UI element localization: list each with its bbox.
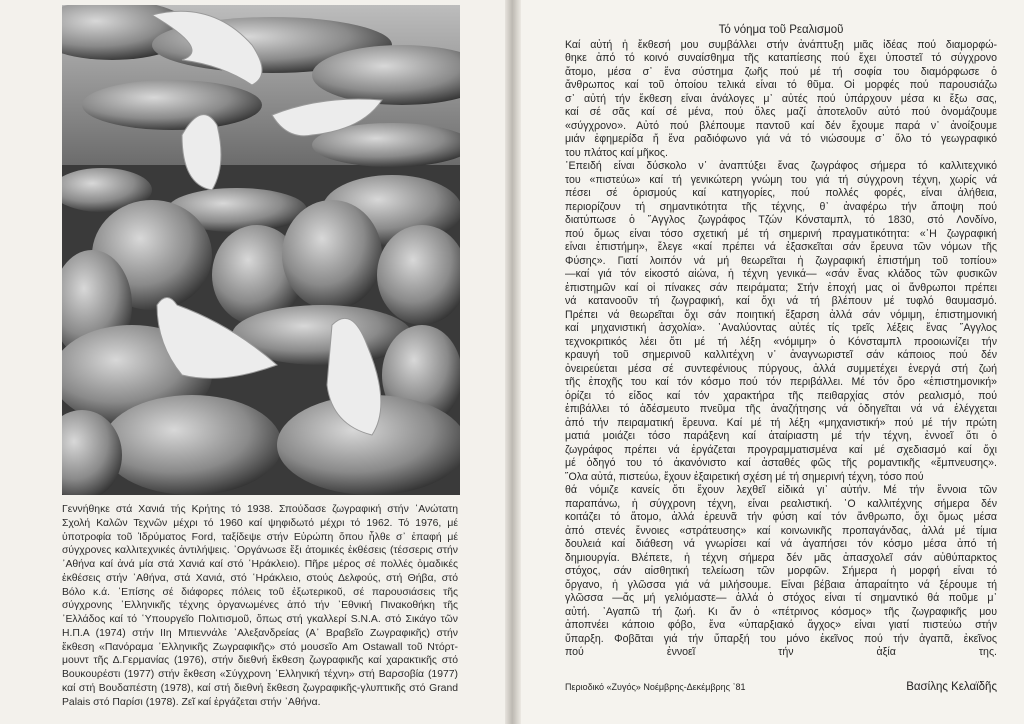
caption-line: Γεννήθηκε στά Χανιά τής Κρήτης τό 1938. Σπούδασε ζωγραφική στήν ᾿Ανώτατη <box>62 504 458 515</box>
article-line: ὄργανο, ἡ γλῶσσα γιά νά μιλήσουμε. Εἶναι βέβαια ἀπαραίτητο νά ξέρουμε τή <box>565 578 997 591</box>
left-page <box>0 0 508 724</box>
caption-line: Η.Π.Α (1974) στήν IIη Μπιεννάλε ᾿Αλεξανδρείας (Α᾿ Βραβεῖο Ζωγραφικῆς) στήν <box>62 627 458 639</box>
caption-line: ᾿Ελλάδος καί τό ῾Υπουργεῖο Πολιτισμοῦ, ὅπως στή γκαλλερί S.N.A. στό Σικάγο τῶν <box>62 614 458 625</box>
article-line: Πρέπει νά θεωρεῖται ὄχι σάν ποιητική ἔξαρση ἀλλά σάν νόμιμη, ἐπιστημονική <box>565 308 997 321</box>
article-line: καί σέ σᾶς καί σέ μένα, πού ὅλες μαζί ἀποτελοῦν αὐτό πού ὀνομάζουμε <box>565 106 997 118</box>
article-line: τεχνοκριτικός λέει ὅτι μέ τή λέξη «νόμιμη» ὁ Κόνσταμπλ προοιωνίζει τήν <box>565 335 997 348</box>
caption-line: σύγχρονης ᾿Ελληνικῆς τέχνης ὀργανωμένες ἀπό τήν ᾿Εθνική Πινακοθήκη τῆς <box>62 600 458 612</box>
source-citation: Περιοδικό «Ζυγός» Νοέμβρης-Δεκέμβρης ᾿81 <box>565 682 746 692</box>
article-line: ᾿Επειδή εἶναι δύσκολο ν᾿ ἀναπτύξει ἕνας ζωγράφος σήμερα τό καλλιτεχνικό <box>565 160 997 172</box>
article-line: κοιτάζει τό ἄτομο, ἀλλά ἐρευνᾶ τήν φύση καί τόν ἄνθρωπο, ὄχι ὅμως μέσα <box>565 511 997 523</box>
caption-line: ἐκθέσεις στήν ᾿Αθήνα, στά Χανιά, στό ῾Ηράκλειο, στούς Δελφούς, στή Θήβα, στό <box>62 572 458 584</box>
article-line: δημιουργία. Βλέπετε, ἡ τέχνη σήμερα δέν μᾶς ἀπασχολεῖ σάν αὐθύπαρκτος <box>565 551 997 564</box>
caption-line: Palais στό Παρίσι (1978). Ζεῖ καί ἐργάζεται στήν ᾿Αθήνα. <box>62 696 321 708</box>
article-title: Τό νόημα τοῦ Ρεαλισμοῦ <box>718 24 844 36</box>
artist-biography <box>62 503 458 709</box>
caption-line: καί στή Βουδαπέστη (1978), καί στή διεθνή ἔκθεση ζωγραφικῆς-γλυπτικῆς στό Grand <box>62 682 458 694</box>
caption-line: Βουκουρέστι (1977) στήν ἔκθεση «Σύγχρονη ᾿Ελληνική τέχνη» στή Βαρσοβία (1977) <box>62 669 458 680</box>
article-line: κραυγή τοῦ σημερινοῦ καλλιτέχνη ν᾿ ἀναγνωριστεῖ σάν κάποιος πού δέν <box>565 349 997 361</box>
article-line: γλῶσσα —ἄς μή γελιόμαστε— ἀλλά ὁ στόχος εἶναι τί σημαντικό θά ποῦμε μ᾿ <box>565 592 997 604</box>
article-line: εἶναι ἐπιστήμη», ἔλεγε «καί πρέπει νά ἐξασκεῖται σάν ἔρευνα τῶν νόμων τῆς <box>565 241 997 253</box>
article-line: διατύπωσε ὁ ῎Αγγλος ζωγράφος Τζών Κόνσταμπλ, τό 1830, στό Λονδίνο, <box>565 214 997 226</box>
article-line: τῆς ἐποχῆς του καί τόν κόσμο πού τόν περιβάλλει. Μέ τόν ὅρο «ἐπιστημονική» <box>565 376 997 388</box>
caption-line: Σχολή Καλῶν Τεχνῶν μέχρι τό 1960 καί ψηφιδωτό μέχρι τό 1962. Τό 1976, μέ <box>62 517 458 529</box>
article-line: ῞Ολα αὐτά, πιστεύω, ἔχουν ἐξαιρετική σχέση μέ τή σημερινή τέχνη, τόσο πού <box>565 470 924 483</box>
article-line: ἐπιβάλλει τό ἀδέσμευτο πνεῦμα τῆς ἀναζήτησης νά ὁδηγεῖται νά νά ἐλέγχεται <box>565 403 997 415</box>
article-line: νά κατανοοῦν τή ζωγραφική, καί ὄχι νά τή βλέπουν μέ τυφλό θαυμασμό. <box>565 295 997 307</box>
caption-line: Βόλο κ.ά. ᾿Επίσης σέ διάφορες πόλεις τοῦ ἐξωτερικοῦ, σέ παρουσιάσεις τῆς <box>62 586 458 598</box>
article-line: ἀπό στενές ἔννοιες «στράτευσης» καί κοινωνικῆς προπαγάνδας, ἀλλά μέ τίμια <box>565 524 997 537</box>
article-line: ὁρίζει τό εἶδος καί τόν χαρακτήρα τῆς πειθαρχίας στόν ρεαλισμό, πού <box>565 389 997 402</box>
article-line: Καί αὐτή ἡ ἔκθεσή μου συμβάλλει στήν ἀνάπτυξη μιᾶς ἰδέας πού διαμορφώ- <box>565 38 997 51</box>
caption-line: ὑποτροφία τοῦ Ἱδρύματος Ford, ταξίδεψε στήν Εὐρώπη ὅπου ἦλθε σ᾿ ἐπαφή μέ <box>62 531 458 543</box>
article-line: ἐπιστημῶν καί οἱ πίνακες σάν πειράματα; Στήν ἐποχή μας οἱ ἄνθρωποι πρέπει <box>565 281 997 294</box>
article-line: ἀπό τήν πειραματική ἔρευνα. Καί μέ τή λέξη «μηχανιστική» πού μέ τήν πρώτη <box>565 416 997 429</box>
article-line: Φύσης». Γιατί λοιπόν νά μή θεωρεῖται ἡ ζωγραφική ἐπιστήμη τοῦ τοπίου» <box>565 254 997 267</box>
article-line: του πλάτος καί μῆκος. <box>565 146 668 159</box>
article-line: ἀποπνέει κάποιο φόβο, ἕνα «ὑπαρξιακό ἄγχος» εἶναι γιατί πιστεύω στήν <box>565 619 997 631</box>
article-line: ἄνθρωπος καί τοῦ ὁποίου τελικά εἶναι τό θῦμα. Οἱ μορφές πού παρουσιάζω <box>565 79 997 91</box>
article-line: ζωγράφος πρέπει νά ἐργάζεται προγραμματισμένα καί μέ σχεδιασμό καί ὄχι <box>565 443 997 456</box>
caption-line: σύγχρονες καλλιτεχνικές ἀντιλήψεις. ᾿Οργάνωσε ἕξι ἀτομικές ἐκθέσεις (τέσσερις στήν <box>62 545 458 557</box>
article-footer <box>565 681 997 693</box>
caption-line: ᾿Αθήνα καί ἀνά μία στά Χανιά καί στό ῾Ηράκλειο). Πῆρε μέρος σέ πολλές ὁμαδικές <box>62 559 458 570</box>
article-line: ματιά μοιάζει τόσο παράξενη καί ἀταίριαστη μέ τήν τέχνη, ἐννοεῖ ὅτι ὁ <box>565 430 997 442</box>
article-line: ὀνειρεύεται μέσα σέ συντεφένιους πύργους, ἀλλά συμμετέχει ἐνεργά στή ζωή <box>565 362 997 375</box>
author-name: Βασίλης Κελαϊδῆς <box>906 681 997 693</box>
caption-line: μουντ τῆς Δ.Γερμανίας (1976), στήν διεθνή ἔκθεση ζωγραφικῆς καί χαρακτικῆς στό <box>62 655 458 667</box>
article-line: δουλειά καί διάθεση νά γνωρίσει καί νά ἀγαπήσει τόν κόσμο μέσα ἀπό τή <box>565 538 997 550</box>
article <box>565 24 997 660</box>
article-line: περιορίζουν τή σημαντικότητα τῆς τέχνης, θ᾿ ἀναφέρω τήν ἄποψη πού <box>565 200 997 213</box>
painting-doves-on-stones <box>62 5 460 495</box>
article-line: «σύγχρονο». Αὐτό πού βλέπουμε παντοῦ καί δέν ἔχουμε παρά ν᾿ ἀνοίξουμε <box>565 119 997 132</box>
article-line: του «πιστεύω» καί τή γενικώτερη γνώμη του γιά τή σύγχρονη τέχνη, χωρίς νά <box>565 173 997 186</box>
article-line: ὕπαρξη. Φοβᾶται γιά τήν ὕπαρξή του μόνο ἐκεῖνος πού τήν ἀγαπᾶ, ἐκεῖνος <box>565 632 997 645</box>
article-line: θά νόμιζε κανείς ὅτι ἔχουν λεχθεῖ εἰδικά γι᾿ αὐτήν. Μέ τήν ἔννοια τῶν <box>565 484 997 496</box>
book-gutter <box>505 0 521 724</box>
article-line: καί μηχανιστική ἀσχολία». ᾿Αναλύοντας αὐτές τίς τρεῖς λέξεις ἕνας ῎Αγγλος <box>565 322 997 334</box>
article-line: αὐτή. ᾿Αγαπῶ τή ζωή. Κι ἄν ὁ «πέτρινος κόσμος» τῆς ζωγραφικῆς μου <box>565 605 997 618</box>
article-line: σ᾿ αὐτή τήν ἔκθεση εἶναι ἀνάλογες μ᾿ αὐτές πού ὑπάρχουν μέσα κι ἔξω σας, <box>565 92 997 105</box>
article-line: μέ ὁδηγό του τό ἀκανόνιστο καί ἀσταθές φῶς τῆς ρομαντικῆς «ἔμπνευσης». <box>565 457 997 469</box>
caption-line: ἔκθεση «Πανόραμα ᾿Ελληνικῆς Ζωγραφικῆς» στό μουσεῖο Am Ostawall τοῦ Ντόρτ- <box>62 641 458 653</box>
article-line: πού ὅμως εἶναι τόσο σχετική μέ τή σημερινή πραγματικότητα: «῾Η ζωγραφική <box>565 227 997 240</box>
article-line: μιάν ἐφημερίδα ἤ ἕνα ραδιόφωνο γιά νά τό νιώσουμε σ᾿ ὅλο τό γεωγραφικό <box>565 133 997 145</box>
article-line: ἄτομο, μέσα σ᾿ ἕνα σύστημα ζωῆς πού μέ τή σοφία του διαμόρφωσε ὁ <box>565 65 997 78</box>
article-line: πέσει σέ ὁρισμούς καί κατηγορίες, πού πολλές φορές, εἶναι ἀλήθεια, <box>565 187 997 199</box>
article-line: —καί γιά τόν εἰκοστό αἰώνα, ἡ τέχνη γενικά— «σάν ἕνας κλάδος τῶν φυσικῶν <box>565 268 997 280</box>
article-line: στόχος, σάν αἰσθητική τελείωση τῶν μορφῶν. Σήμερα ἡ μορφή εἶναι τό <box>565 565 997 577</box>
article-line: θηκε ἀπό τό κοινό συναίσθημα τῆς καταπίεσης πού ἔχει ὑποστεῖ τό σύγχρονο <box>565 52 997 64</box>
article-line: παραπάνω, ἡ σύγχρονη τέχνη, εἶναι ρεαλιστική. ῾Ο καλλιτέχνης σήμερα δέν <box>565 497 997 510</box>
article-line: πού ἐννοεῖ τήν ἀξία της. <box>565 646 997 658</box>
article-body <box>565 39 997 660</box>
